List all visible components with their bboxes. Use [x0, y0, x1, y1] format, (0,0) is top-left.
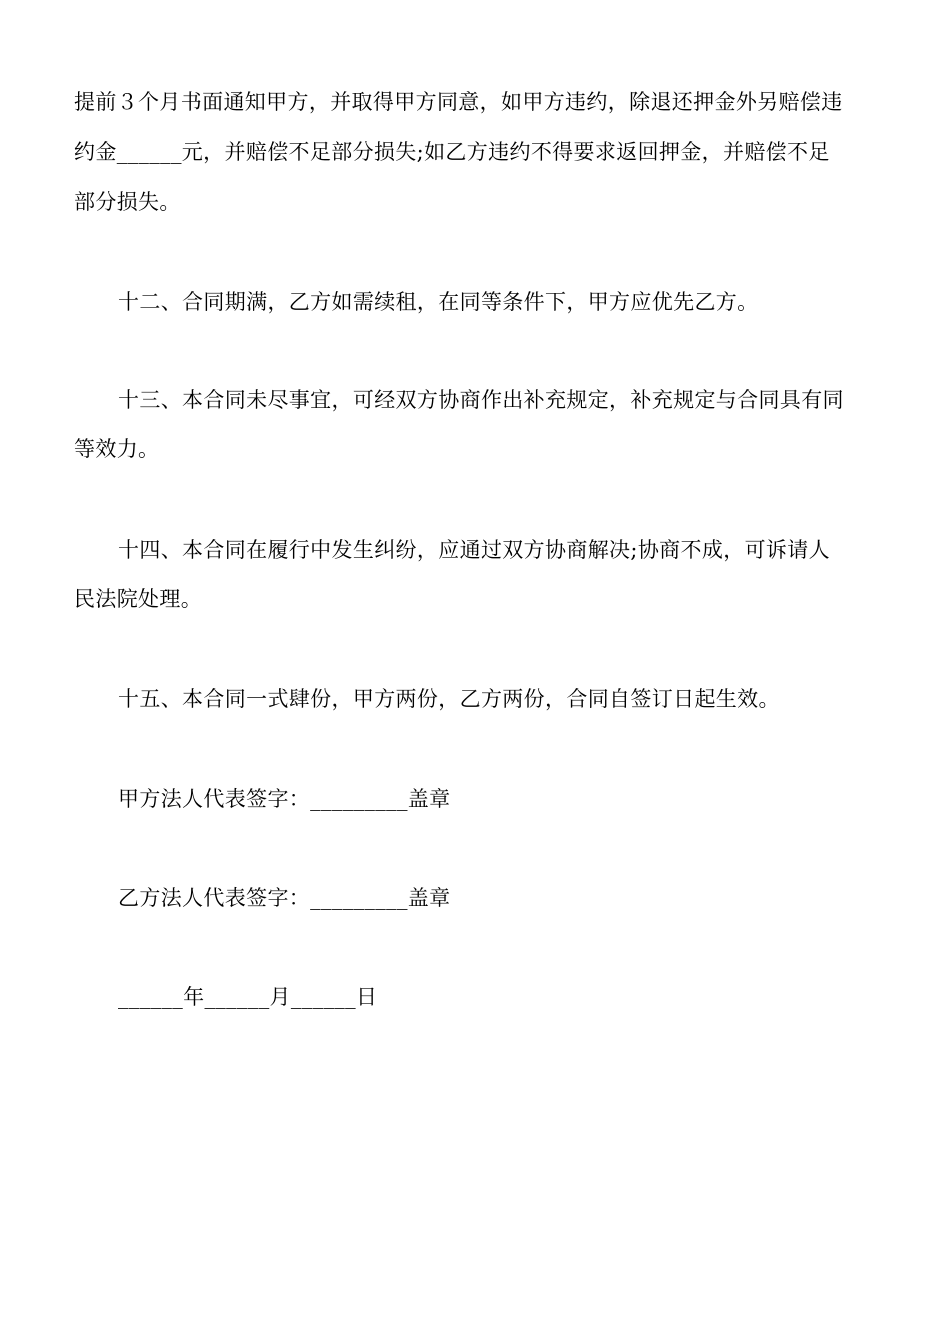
party-b-signature-line: 乙方法人代表签字：_________盖章: [118, 886, 451, 910]
party-a-signature-line: 甲方法人代表签字：_________盖章: [118, 787, 451, 811]
date-line: ______年______月______日: [118, 985, 378, 1009]
clause-15-line-1: 十五、本合同一式肆份，甲方两份，乙方两份，合同自签订日起生效。: [118, 687, 780, 711]
clause-11-line-1: 提前３个月书面通知甲方，并取得甲方同意，如甲方违约，除退还押金外另赔偿违: [74, 90, 843, 114]
clause-14-line-2: 民法院处理。: [74, 587, 203, 611]
clause-14-line-1: 十四、本合同在履行中发生纠纷，应通过双方协商解决;协商不成，可诉请人: [118, 538, 830, 562]
clause-13-line-2: 等效力。: [74, 437, 160, 461]
clause-13-line-1: 十三、本合同未尽事宜，可经双方协商作出补充规定，补充规定与合同具有同: [118, 388, 844, 412]
clause-11-line-2: 约金______元，并赔偿不足部分损失;如乙方违约不得要求返回押金，并赔偿不足: [74, 140, 830, 164]
clause-11-line-3: 部分损失。: [74, 190, 181, 214]
clause-12-line-1: 十二、合同期满，乙方如需续租，在同等条件下，甲方应优先乙方。: [118, 290, 759, 314]
